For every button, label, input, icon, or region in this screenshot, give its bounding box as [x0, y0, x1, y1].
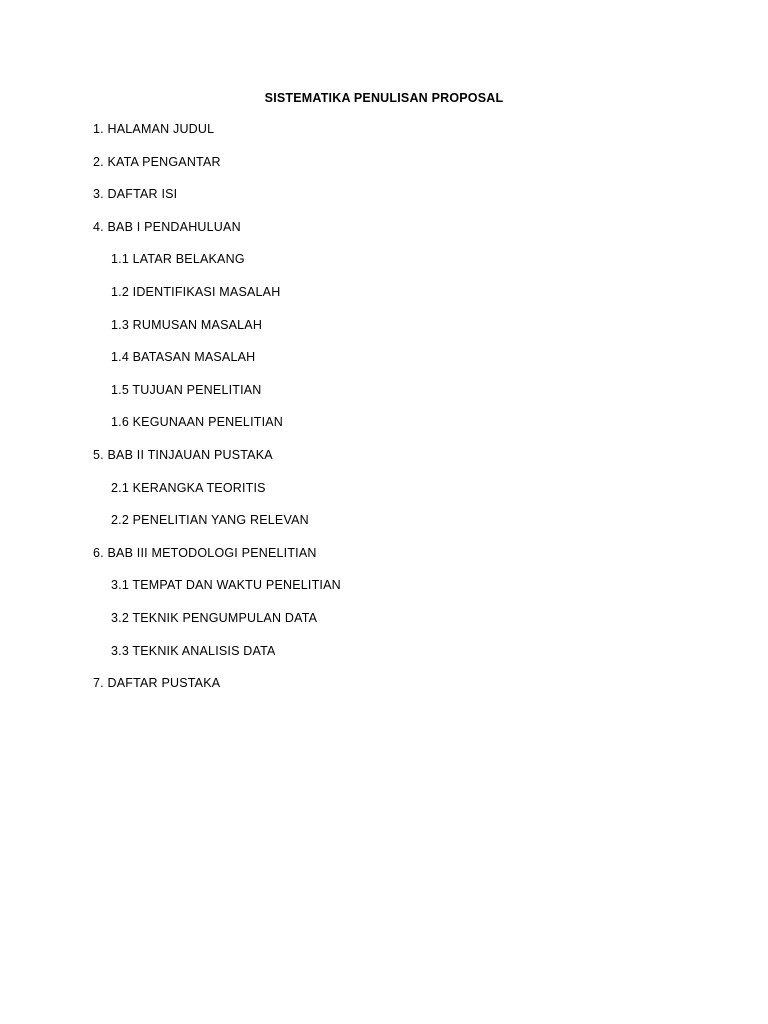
outline-subitem-penelitian-relevan: 2.2 PENELITIAN YANG RELEVAN — [111, 513, 309, 528]
outline-subitem-kerangka-teoritis: 2.1 KERANGKA TEORITIS — [111, 480, 266, 495]
outline-list — [93, 121, 341, 708]
outline-item-bab-3-metodologi: 6. BAB III METODOLOGI PENELITIAN — [93, 545, 317, 560]
outline-item-daftar-pustaka: 7. DAFTAR PUSTAKA — [93, 676, 221, 691]
outline-item-bab-1-pendahuluan: 4. BAB I PENDAHULUAN — [93, 219, 241, 234]
outline-item-bab-2-tinjauan-pustaka: 5. BAB II TINJAUAN PUSTAKA — [93, 447, 273, 462]
document-title: SISTEMATIKA PENULISAN PROPOSAL — [264, 91, 504, 105]
outline-subitem-identifikasi-masalah: 1.2 IDENTIFIKASI MASALAH — [111, 284, 281, 299]
outline-subitem-rumusan-masalah: 1.3 RUMUSAN MASALAH — [111, 317, 263, 332]
outline-item-halaman-judul: 1. HALAMAN JUDUL — [93, 122, 215, 136]
outline-subitem-tempat-waktu: 3.1 TEMPAT DAN WAKTU PENELITIAN — [111, 578, 341, 593]
outline-subitem-latar-belakang: 1.1 LATAR BELAKANG — [111, 252, 245, 267]
outline-subitem-tujuan-penelitian: 1.5 TUJUAN PENELITIAN — [111, 382, 262, 397]
outline-subitem-teknik-pengumpulan-data: 3.2 TEKNIK PENGUMPULAN DATA — [111, 610, 318, 625]
outline-subitem-teknik-analisis-data: 3.3 TEKNIK ANALISIS DATA — [111, 643, 276, 658]
outline-item-daftar-isi: 3. DAFTAR ISI — [93, 187, 178, 202]
outline-item-kata-pengantar: 2. KATA PENGANTAR — [93, 154, 221, 169]
outline-subitem-kegunaan-penelitian: 1.6 KEGUNAAN PENELITIAN — [111, 415, 284, 430]
outline-subitem-batasan-masalah: 1.4 BATASAN MASALAH — [111, 350, 256, 365]
